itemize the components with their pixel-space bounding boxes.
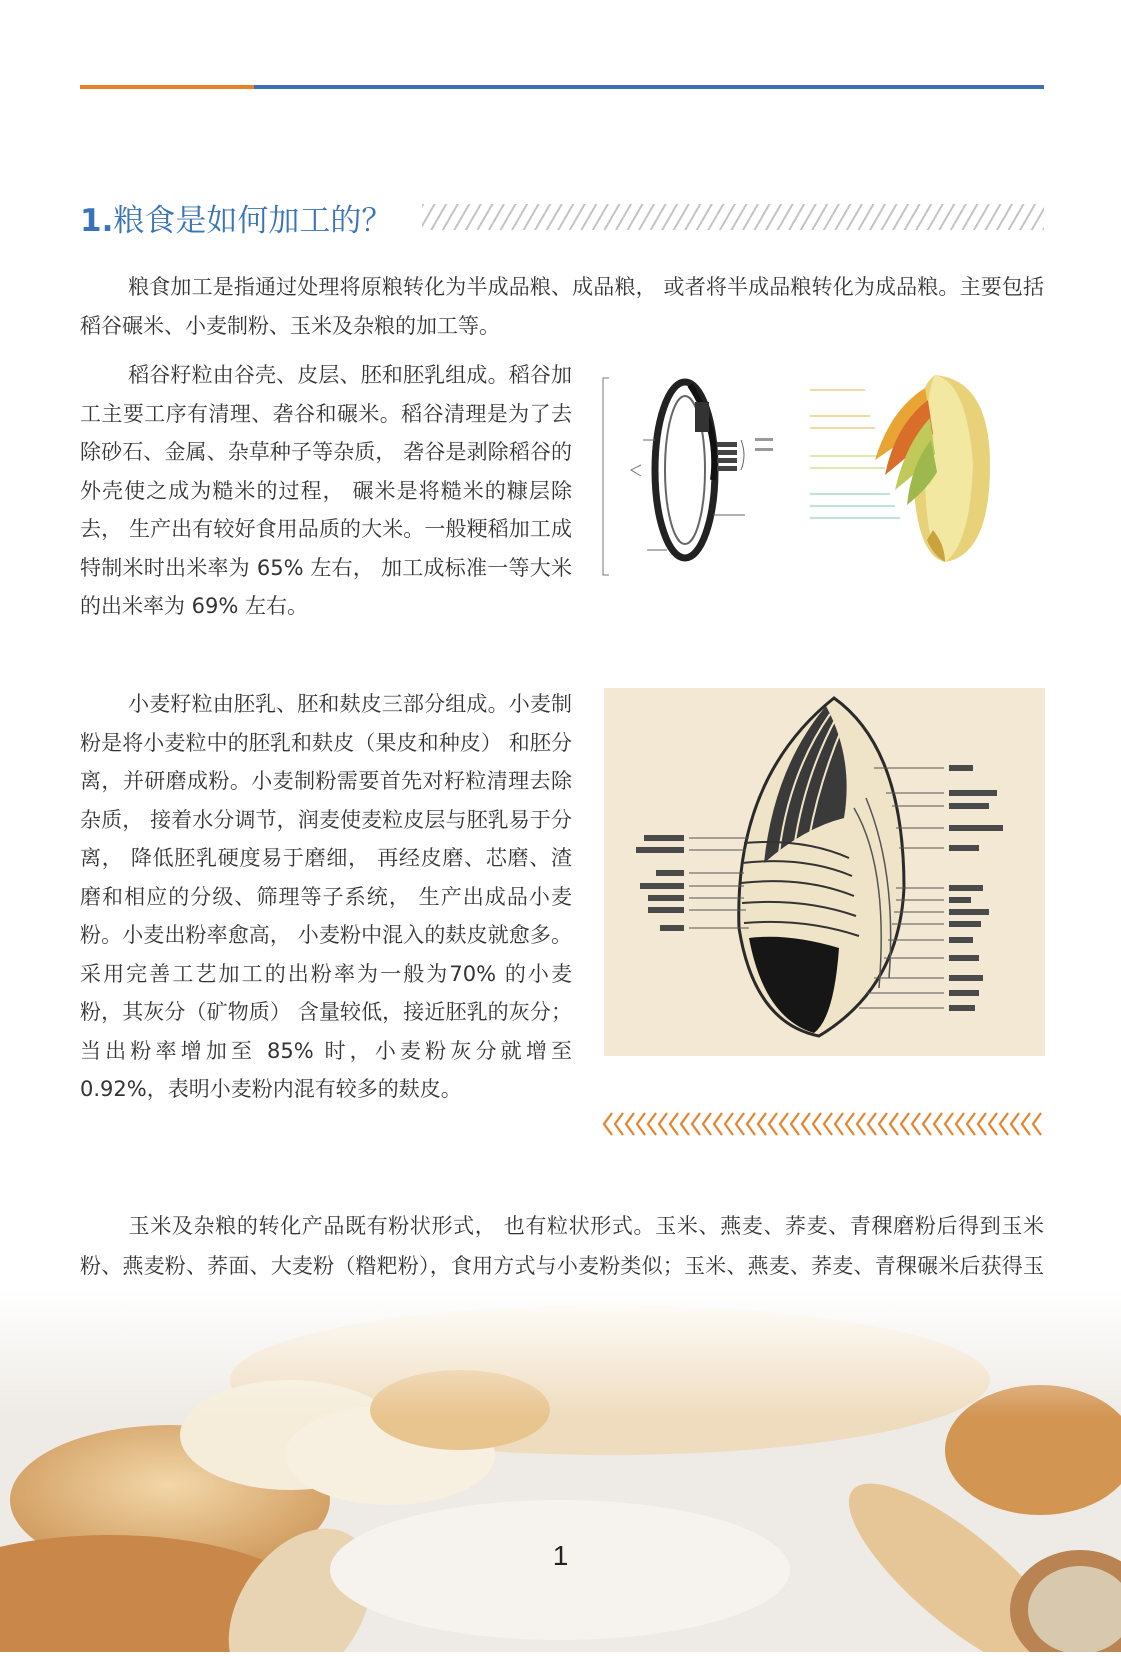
chevron-mark (692, 1113, 700, 1135)
chevron-mark (604, 1113, 612, 1135)
chevron-mark (725, 1113, 733, 1135)
chevron-mark (802, 1113, 810, 1135)
chevron-decoration (600, 1110, 1044, 1138)
chevron-mark (989, 1113, 997, 1135)
header-rule-blue (254, 85, 1044, 89)
section-title (80, 195, 392, 240)
chevron-mark (912, 1113, 920, 1135)
chevron-mark (736, 1113, 744, 1135)
chevron-mark (703, 1113, 711, 1135)
chevron-mark (1000, 1113, 1008, 1135)
chevron-mark (615, 1113, 623, 1135)
page-number: 1 (552, 1540, 569, 1571)
chevron-mark (670, 1113, 678, 1135)
chevron-mark (901, 1113, 909, 1135)
chevron-mark (1033, 1113, 1041, 1135)
chevron-mark (780, 1113, 788, 1135)
chevron-mark (934, 1113, 942, 1135)
chevron-mark (1022, 1113, 1030, 1135)
section-title-text: 粮食是如何加工的？ (113, 202, 393, 239)
paragraph-corn-text: 玉米及杂粮的转化产品既有粉状形式， 也有粒状形式。玉米、燕麦、荞麦、青稞磨粉后得到玉米粉、燕麦粉、荞面、大麦粉（糌粑粉），食用方式与小麦粉类似；玉米、燕麦、荞麦、青稞碾米后获得玉 (80, 1214, 1044, 1278)
chevron-mark (945, 1113, 953, 1135)
section-number: 1. (80, 202, 114, 239)
chevron-mark (637, 1113, 645, 1135)
rice-cross-section-drawing (603, 378, 773, 575)
rice-grain-diagram-svg (595, 370, 1045, 585)
chevron-mark (978, 1113, 986, 1135)
chevron-mark (846, 1113, 854, 1135)
chevron-mark (868, 1113, 876, 1135)
chevron-mark (626, 1113, 634, 1135)
paragraph-rice (80, 356, 572, 626)
paragraph-intro (80, 268, 1044, 345)
chevron-mark (813, 1113, 821, 1135)
rice-grain-diagram (595, 370, 1045, 585)
chevron-mark (857, 1113, 865, 1135)
chevron-mark (758, 1113, 766, 1135)
chevron-mark (1011, 1113, 1019, 1135)
chevron-mark (835, 1113, 843, 1135)
header-rule (80, 85, 1044, 89)
chevron-mark (714, 1113, 722, 1135)
chevron-mark (659, 1113, 667, 1135)
chevron-mark (956, 1113, 964, 1135)
paragraph-rice-text: 稻谷籽粒由谷壳、皮层、胚和胚乳组成。稻谷加工主要工序有清理、砻谷和碾米。稻谷清理是为了去除砂石、金属、杂草种子等杂质， 砻谷是剥除稻谷的外壳使之成为糙米的过程， 碾米是将糙米的糠层除去， 生产出有较好食用品质的大米。一般粳稻加工成特制米时出米率为 65% 左右， 加工成标准一等大米的出米率为 69% 左右。 (80, 363, 572, 618)
header-rule-orange (80, 85, 254, 89)
chevron-mark (648, 1113, 656, 1135)
section-heading (80, 195, 1044, 239)
chevron-mark (967, 1113, 975, 1135)
chevron-mark (747, 1113, 755, 1135)
chevron-mark (879, 1113, 887, 1135)
chevron-mark (681, 1113, 689, 1135)
bread-background-svg (0, 1290, 1121, 1652)
chevron-decoration-svg (600, 1110, 1044, 1138)
paragraph-intro-text: 粮食加工是指通过处理将原粮转化为半成品粮、成品粮， 或者将半成品粮转化为成品粮。主要包括稻谷碾米、小麦制粉、玉米及杂粮的加工等。 (80, 275, 1044, 338)
wheat-kernel-diagram (604, 688, 1045, 1056)
rice-color-cutaway-drawing (810, 375, 990, 562)
bread-background-image (0, 1290, 1121, 1652)
chevron-mark (769, 1113, 777, 1135)
wheat-kernel-diagram-svg (604, 688, 1045, 1056)
chevron-mark (791, 1113, 799, 1135)
chevron-mark (824, 1113, 832, 1135)
paragraph-wheat (80, 685, 572, 1109)
chevron-mark (923, 1113, 931, 1135)
paragraph-wheat-text: 小麦籽粒由胚乳、胚和麸皮三部分组成。小麦制粉是将小麦粒中的胚乳和麸皮（果皮和种皮） 和胚分离，并研磨成粉。小麦制粉需要首先对籽粒清理去除杂质， 接着水分调节，润麦使麦粒皮层与胚乳易于分离， 降低胚乳硬度易于磨细， 再经皮磨、芯磨、渣磨和相应的分级、筛理等子系统， 生产出成品小麦粉。小麦出粉率愈高， 小麦粉中混入的麸皮就愈多。采用完善工艺加工的出粉率为一般为70% 的小麦粉，其灰分（矿物质） 含量较低，接近胚乳的灰分；当出粉率增加至 85% 时，小麦粉灰分就增至 0.92%，表明小麦粉内混有较多的麸皮。 (80, 692, 572, 1101)
chevron-mark (890, 1113, 898, 1135)
heading-hatch-decoration (422, 204, 1044, 230)
